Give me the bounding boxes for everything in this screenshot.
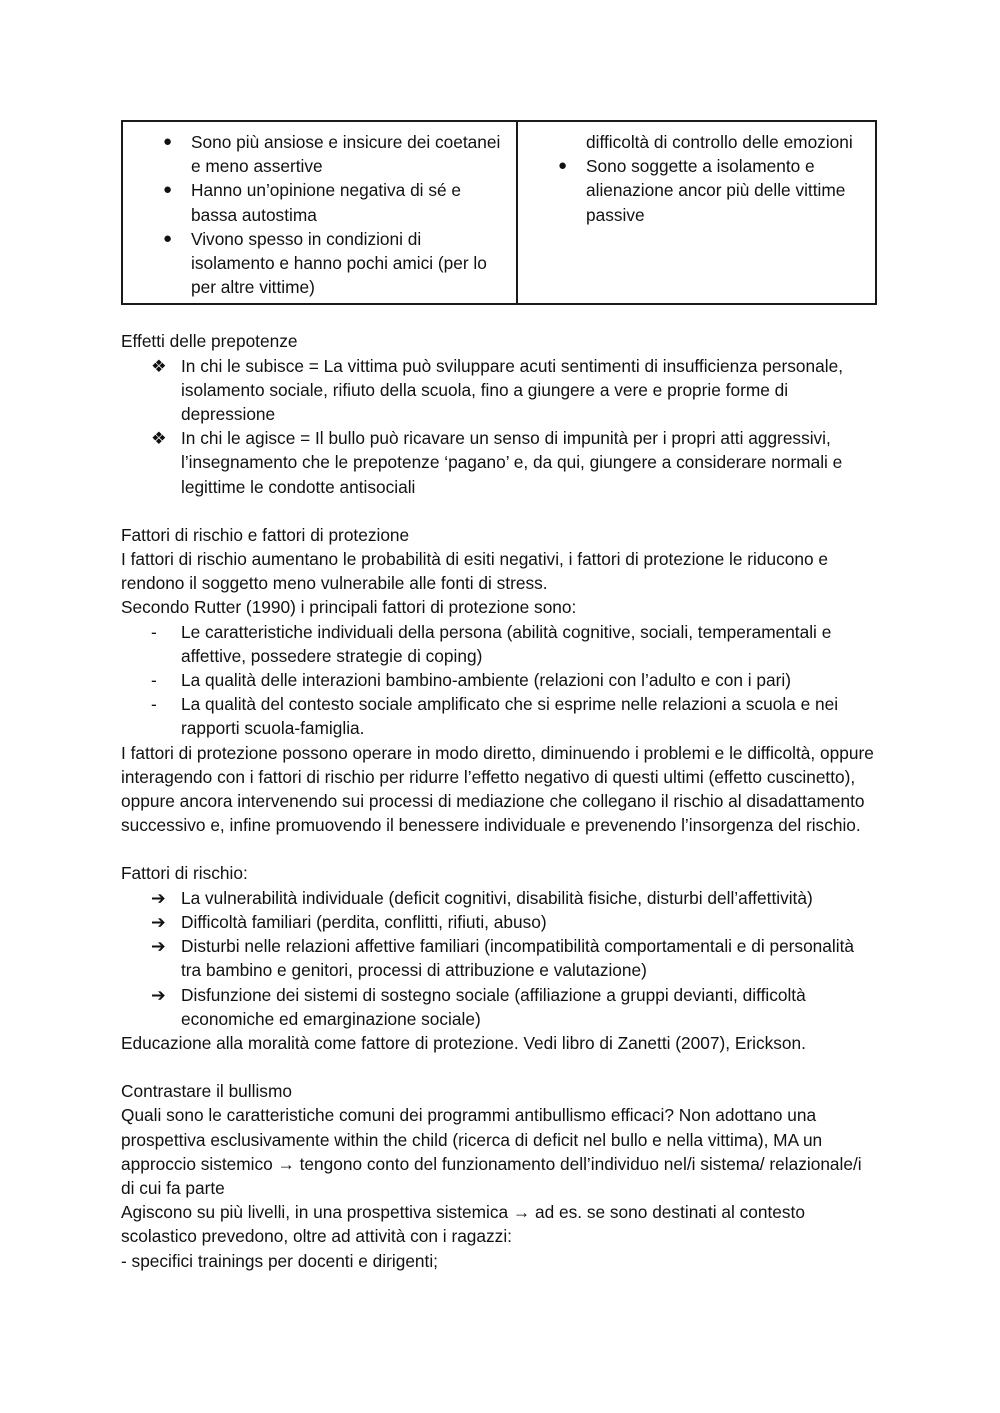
- bullet-icon: ●: [163, 133, 173, 150]
- list-item: [121, 354, 877, 427]
- list-item: [121, 886, 877, 910]
- dash-bullet-icon: -: [151, 670, 157, 691]
- list-item-text: Sono più ansiose e insicure dei coetanei e meno assertive: [191, 132, 501, 177]
- list-item-text: La qualità delle interazioni bambino-ambiente (relazioni con l’adulto e con i pari): [181, 670, 791, 691]
- paragraph: Educazione alla moralità come fattore di protezione. Vedi libro di Zanetti (2007), Erickson.: [121, 1032, 806, 1053]
- list-item: [121, 692, 877, 740]
- bullet-icon: ●: [163, 181, 173, 199]
- table-cell-left: [122, 121, 517, 304]
- diamond-bullet-icon: ❖: [151, 355, 167, 376]
- continued-text: difficoltà di controllo delle emozioni: [586, 132, 853, 152]
- section-heading: Contrastare il bullismo: [121, 1081, 292, 1102]
- dash-bullet-icon: -: [151, 694, 157, 715]
- bullet-icon: ●: [163, 229, 173, 247]
- list-item: [121, 934, 877, 982]
- list-item-text: Disfunzione dei sistemi di sostegno sociale (affiliazione a gruppi devianti, difficoltà economiche ed emarginazione sociale): [181, 984, 806, 1029]
- fattori-section: [121, 523, 877, 838]
- arrow-bullet-icon: ➔: [151, 936, 166, 957]
- list-item-text: Vivono spesso in condizioni di isolamento e hanno pochi amici (per lo per altre vittime): [191, 228, 487, 298]
- list-item-text: Sono soggette a isolamento e alienazione ancor più delle vittime passive: [586, 156, 846, 225]
- list-item: [131, 227, 508, 300]
- list-item-text: In chi le agisce = Il bullo può ricavare un senso di impunità per i propri atti aggressivi, l’insegnamento che le prepotenze ‘pagano’ e, da qui, giungere a considerare normali e legittime le condotte antisociali: [181, 428, 843, 497]
- paragraph: I fattori di rischio aumentano le probabilità di esiti negativi, i fattori di protezione le riducono e rendono il soggetto meno vulnerabile alle fonti di stress.: [121, 549, 829, 594]
- paragraph: Agiscono su più livelli, in una prospettiva sistemica → ad es. se sono destinati al contesto scolastico prevedono, oltre ad attività con i ragazzi:: [121, 1202, 805, 1247]
- paragraph: I fattori di protezione possono operare in modo diretto, diminuendo i problemi e le difficoltà, oppure interagendo con i fattori di rischio per ridurre l’effetto negativo di questi ultimi (effetto cuscinetto), oppure ancora intervenendo sui processi di mediazione che collegano il rischio al disadattamento successivo e, infine promuovendo il benessere individuale e prevenendo l’insorgenza del rischio.: [121, 742, 874, 836]
- contrastare-section: [121, 1079, 877, 1273]
- section-heading: Fattori di rischio e fattori di protezione: [121, 524, 410, 545]
- list-item-text: In chi le subisce = La vittima può sviluppare acuti sentimenti di insufficienza personale, isolamento sociale, rifiuto della scuola, fino a giungere a vere e proprie forme di depressione: [181, 355, 844, 425]
- paragraph: - specifici trainings per docenti e dirigenti;: [121, 1250, 438, 1271]
- list-item: [121, 983, 877, 1031]
- rischio-section: [121, 861, 877, 1055]
- list-item-text: Le caratteristiche individuali della persona (abilità cognitive, sociali, temperamentali e affettive, possedere strategie di coping): [181, 621, 832, 666]
- list-item: [121, 668, 877, 692]
- arrow-bullet-icon: ➔: [151, 911, 166, 932]
- diamond-bullet-icon: ❖: [151, 428, 167, 449]
- table-cell-right: [517, 121, 876, 304]
- list-item-text: Hanno un’opinione negativa di sé e bassa autostima: [191, 180, 461, 225]
- list-item-text: Disturbi nelle relazioni affettive familiari (incompatibilità comportamentali e di personalità tra bambino e genitori, processi di attribuzione e valutazione): [181, 936, 854, 981]
- list-item: [131, 130, 508, 178]
- paragraph: Secondo Rutter (1990) i principali fattori di protezione sono:: [121, 597, 577, 618]
- arrow-bullet-icon: ➔: [151, 887, 166, 908]
- list-item: [121, 910, 877, 934]
- section-heading: Fattori di rischio:: [121, 863, 248, 884]
- effetti-section: [121, 329, 877, 498]
- list-item: [121, 620, 877, 668]
- list-item-text: La vulnerabilità individuale (deficit cognitivi, disabilità fisiche, disturbi dell’affettività): [181, 887, 813, 908]
- bullet-icon: ●: [558, 157, 568, 175]
- section-heading: Effetti delle prepotenze: [121, 331, 298, 352]
- document-page: [121, 120, 877, 1273]
- list-item-text: La qualità del contesto sociale amplificato che si esprime nelle relazioni a scuola e nei rapporti scuola-famiglia.: [181, 694, 839, 739]
- paragraph: Quali sono le caratteristiche comuni dei programmi antibullismo efficaci? Non adottano una prospettiva esclusivamente within the child (ricerca di deficit nel bullo e nella vittima), MA un approccio sistemico → tengono conto del funzionamento dell’individuo nel/i sistema/ relazionale/i di cui fa parte: [121, 1105, 862, 1198]
- arrow-bullet-icon: ➔: [151, 984, 166, 1005]
- dash-bullet-icon: -: [151, 621, 157, 642]
- list-item: [526, 154, 867, 227]
- list-item-text: Difficoltà familiari (perdita, conflitti, rifiuti, abuso): [181, 911, 547, 932]
- list-item: [131, 178, 508, 226]
- list-item: [121, 426, 877, 499]
- victims-table: [121, 120, 877, 305]
